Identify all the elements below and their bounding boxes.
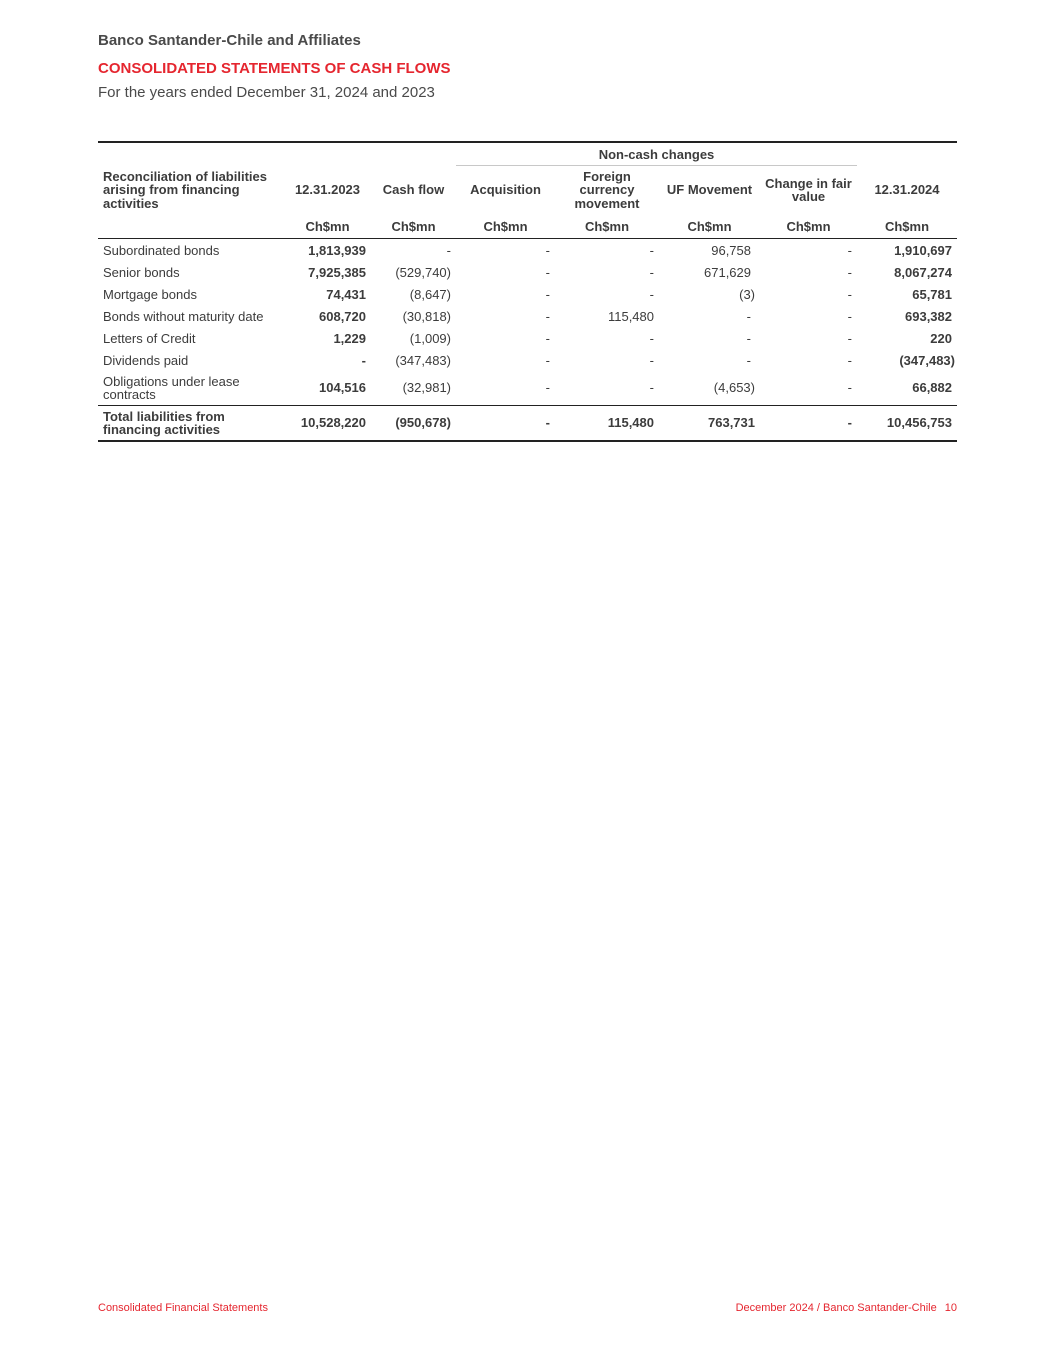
cell-cash-flow: (347,483) bbox=[395, 352, 451, 368]
cell-uf: - bbox=[746, 330, 751, 346]
cell-acquisition: - bbox=[545, 264, 550, 280]
cell-uf: (4,653) bbox=[713, 380, 755, 396]
cell-cash-flow: (529,740) bbox=[395, 264, 451, 280]
cell-uf: - bbox=[746, 352, 751, 368]
table-row bbox=[98, 349, 957, 371]
unit-cell: Ch$mn bbox=[659, 214, 760, 239]
col-header-acquisition: Acquisition bbox=[470, 182, 541, 198]
cell-opening: 7,925,385 bbox=[308, 264, 366, 280]
cell-fair-value: - bbox=[847, 242, 852, 258]
total-acquisition: - bbox=[456, 406, 555, 442]
cell-opening: - bbox=[361, 352, 366, 368]
cell-closing: 8,067,274 bbox=[894, 264, 952, 280]
total-closing: 10,456,753 bbox=[857, 406, 957, 442]
cell-closing: 693,382 bbox=[905, 308, 952, 324]
total-fair-value: - bbox=[760, 406, 857, 442]
cell-uf: 671,629 bbox=[704, 264, 751, 280]
total-label: Total liabilities from financing activities bbox=[98, 406, 284, 442]
cell-uf: 96,758 bbox=[711, 242, 751, 258]
footer-date-entity bbox=[736, 1302, 957, 1314]
cell-uf: (3) bbox=[739, 286, 755, 302]
cell-opening: 1,229 bbox=[333, 330, 366, 346]
footer-document-name: Consolidated Financial Statements bbox=[98, 1302, 268, 1314]
footer-date-text: December 2024 / Banco Santander-Chile bbox=[735, 1302, 937, 1314]
col-header-fx-movement: Foreign currency movement bbox=[574, 168, 640, 211]
table-row bbox=[98, 371, 957, 406]
cell-closing: 65,781 bbox=[912, 286, 952, 302]
col-header-closing: 12.31.2024 bbox=[874, 182, 940, 197]
unit-cell: Ch$mn bbox=[555, 214, 659, 239]
unit-cell: Ch$mn bbox=[857, 214, 957, 239]
cell-acquisition: - bbox=[545, 286, 550, 302]
cell-cash-flow: (8,647) bbox=[409, 286, 451, 302]
row-label: Bonds without maturity date bbox=[103, 308, 264, 324]
cell-opening: 104,516 bbox=[319, 380, 366, 396]
cell-closing: 1,910,697 bbox=[894, 242, 952, 258]
col-header-cash-flow: Cash flow bbox=[382, 182, 445, 197]
cell-fair-value: - bbox=[847, 352, 852, 368]
cell-fx: - bbox=[649, 286, 654, 302]
cell-opening: 608,720 bbox=[319, 308, 366, 324]
table-row bbox=[98, 261, 957, 283]
col-header-description: Reconciliation of liabilities arising from financing activities bbox=[103, 168, 267, 211]
row-label: Obligations under lease contracts bbox=[103, 373, 240, 402]
statement-title: CONSOLIDATED STATEMENTS OF CASH FLOWS bbox=[98, 60, 451, 77]
cell-fair-value: - bbox=[847, 308, 852, 324]
unit-cell: Ch$mn bbox=[760, 214, 857, 239]
cell-closing: (347,483) bbox=[899, 352, 955, 368]
cell-acquisition: - bbox=[545, 380, 550, 396]
cell-acquisition: - bbox=[545, 308, 550, 324]
total-uf: 763,731 bbox=[659, 406, 760, 442]
table-row bbox=[98, 327, 957, 349]
cell-opening: 1,813,939 bbox=[308, 242, 366, 258]
unit-cell: Ch$mn bbox=[456, 214, 555, 239]
company-name: Banco Santander-Chile and Affiliates bbox=[98, 32, 361, 49]
col-header-uf-movement: UF Movement bbox=[666, 182, 753, 198]
cell-closing: 66,882 bbox=[912, 380, 952, 396]
cell-fx: - bbox=[649, 330, 654, 346]
row-label: Dividends paid bbox=[103, 352, 189, 368]
total-fx: 115,480 bbox=[555, 406, 659, 442]
units-row bbox=[98, 214, 957, 239]
table-row bbox=[98, 239, 957, 262]
cell-cash-flow: (32,981) bbox=[402, 380, 451, 396]
unit-cell: Ch$mn bbox=[284, 214, 371, 239]
column-header-row bbox=[98, 166, 957, 215]
unit-cell bbox=[98, 214, 284, 239]
total-cash-flow: (950,678) bbox=[371, 406, 456, 442]
noncash-changes-header: Non-cash changes bbox=[456, 142, 857, 166]
cell-fx: - bbox=[649, 242, 654, 258]
cell-uf: - bbox=[746, 308, 751, 324]
row-label: Senior bonds bbox=[103, 264, 180, 280]
cell-fx: - bbox=[649, 352, 654, 368]
cell-opening: 74,431 bbox=[326, 286, 366, 302]
table-row bbox=[98, 283, 957, 305]
cell-cash-flow: - bbox=[446, 242, 451, 258]
cell-fair-value: - bbox=[847, 264, 852, 280]
cell-cash-flow: (1,009) bbox=[409, 330, 451, 346]
total-opening: 10,528,220 bbox=[284, 406, 371, 442]
cell-closing: 220 bbox=[930, 330, 952, 346]
col-header-opening: 12.31.2023 bbox=[294, 182, 361, 197]
statement-period: For the years ended December 31, 2024 and 2023 bbox=[98, 84, 435, 101]
cell-cash-flow: (30,818) bbox=[402, 308, 451, 324]
row-label: Mortgage bonds bbox=[103, 286, 197, 302]
cell-acquisition: - bbox=[545, 330, 550, 346]
total-row bbox=[98, 406, 957, 442]
cell-fair-value: - bbox=[847, 330, 852, 346]
row-label: Subordinated bonds bbox=[103, 242, 220, 258]
group-header-row bbox=[98, 142, 957, 166]
table-row bbox=[98, 305, 957, 327]
page-number: 10 bbox=[944, 1302, 957, 1314]
cell-acquisition: - bbox=[545, 352, 550, 368]
cell-fx: - bbox=[649, 380, 654, 396]
cell-acquisition: - bbox=[545, 242, 550, 258]
unit-cell: Ch$mn bbox=[371, 214, 456, 239]
cell-fx: - bbox=[649, 264, 654, 280]
cell-fair-value: - bbox=[847, 380, 852, 396]
reconciliation-table bbox=[98, 141, 957, 442]
cell-fair-value: - bbox=[847, 286, 852, 302]
cell-fx: 115,480 bbox=[607, 308, 654, 324]
col-header-fair-value: Change in fair value bbox=[765, 175, 852, 204]
row-label: Letters of Credit bbox=[103, 330, 196, 346]
